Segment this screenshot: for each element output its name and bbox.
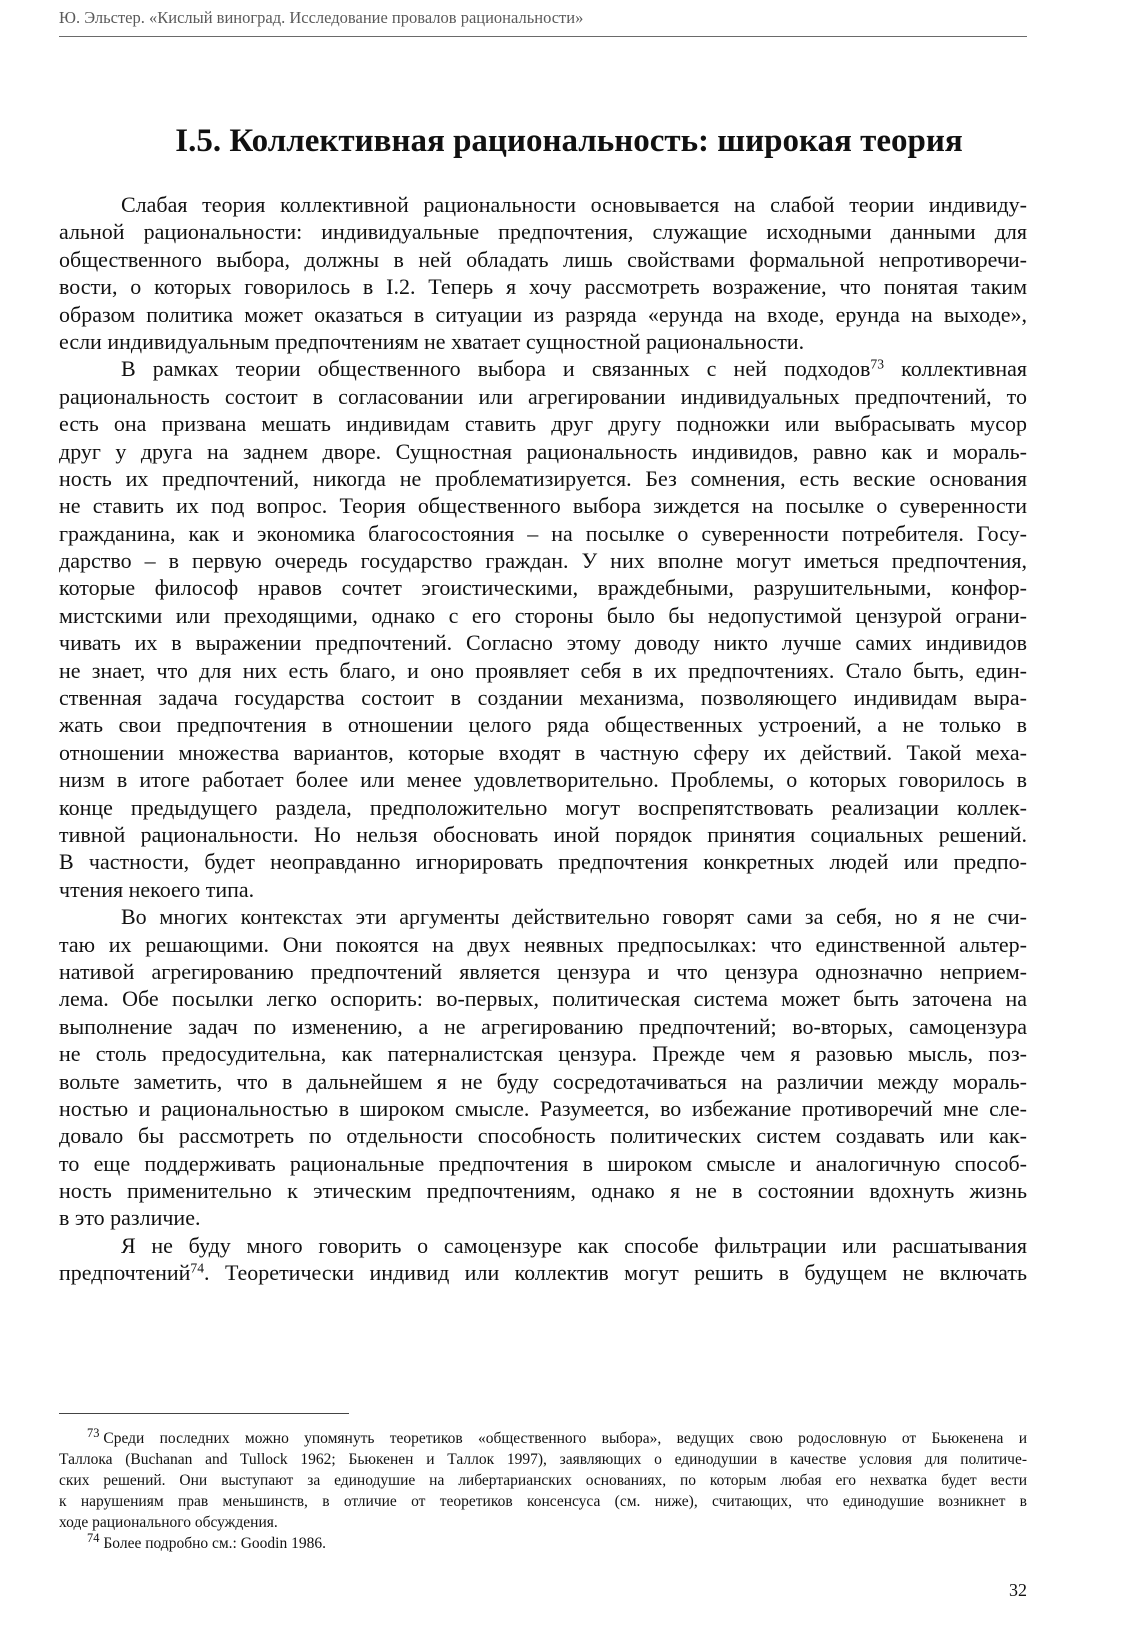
body-line-text: Теоретически индивид или коллектив могут решить в будущем не включать: [224, 1260, 1028, 1286]
body-line: есть она призвана мешать индивидам ставить друг другу подножки или выбрасывать мусор: [59, 411, 1027, 437]
body-line: жать свои предпочтения в отношении целого ряда общественных устроений, а не только в: [59, 712, 1027, 738]
body-line: довало бы рассмотреть по отдельности способность политических систем создавать или как-: [59, 1123, 1027, 1149]
running-header: Ю. Эльстер. «Кислый виноград. Исследование провалов рациональности»: [59, 8, 584, 27]
footnote-ref-73[interactable]: 73: [870, 356, 885, 372]
footnote-74-text: Более подробно см.: Goodin 1986.: [103, 1535, 326, 1552]
footnote-73-line: Таллока (Buchanan and Tullock 1962; Бьюкенен и Таллок 1997), заявляющих о единодушии в качестве условия для политиче-: [59, 1451, 1027, 1468]
footnote-73-text: Среди последних можно упомянуть теоретиков «общественного выбора», ведущих свою родословную от Бьюкенена и: [103, 1430, 1027, 1447]
section-title: I.5. Коллективная рациональность: широкая теория: [175, 123, 963, 159]
body-line: Во многих контекстах эти аргументы действительно говорят сами за себя, но я не счи-: [121, 904, 1027, 930]
body-line: вольте заметить, что в дальнейшем я не буду сосредотачиваться на различии между мораль-: [59, 1068, 1027, 1094]
footnotes: [59, 1428, 1027, 1554]
header-rule: [59, 36, 1027, 37]
footnote-74-line: [59, 1533, 1027, 1554]
body-line: лема. Обе посылки легко оспорить: во-первых, политическая система может быть заточена на: [59, 986, 1027, 1012]
body-text: [59, 191, 1027, 1287]
footnote-73-line: к нарушениям прав меньшинств, в отличие от теоретиков консенсуса (см. ниже), считающих, что единодушие возникнет в: [59, 1493, 1027, 1510]
footnote-74-number: 74: [87, 1531, 100, 1546]
body-line: которые философ нравов сочтет эгоистическими, враждебными, разрушительными, конфор-: [59, 575, 1027, 601]
footnote-73-number: 73: [87, 1426, 100, 1441]
body-line: ностью и рациональностью в широком смысле. Разумеется, во избежание противоречий мне сле-: [59, 1095, 1027, 1121]
body-line: [59, 355, 1027, 382]
body-line: не знает, что для них есть благо, и оно проявляет себя в их предпочтениях. Стало быть, един-: [59, 657, 1027, 683]
body-line: друг у друга на заднем дворе. Сущностная рациональность индивидов, равно как и мораль-: [59, 438, 1027, 464]
body-line: вости, о которых говорилось в I.2. Теперь я хочу рассмотреть возражение, что понятая таким: [59, 274, 1027, 300]
body-line: отношении множества вариантов, которые входят в частную сферу их действий. Такой меха-: [59, 739, 1027, 765]
body-line: чивать их в выражении предпочтений. Согласно этому доводу никто лучше самих индивидов: [59, 630, 1027, 656]
body-line: рациональность состоит в согласовании или агрегировании индивидуальных предпочтений, то: [59, 383, 1027, 409]
footnote-73-line: [59, 1428, 1027, 1449]
body-line: Слабая теория коллективной рациональности основывается на слабой теории индивиду-: [121, 192, 1027, 217]
body-line-text: В рамках теории общественного выбора и связанных с ней подходов: [121, 356, 871, 382]
body-line: гражданина, как и экономика благосостояния – на посылке о суверенности потребителя. Госу-: [59, 520, 1027, 546]
body-line: чтения некоего типа.: [59, 876, 255, 902]
body-line: ность их предпочтений, никогда не проблематизируется. Без сомнения, есть веские основания: [59, 465, 1027, 491]
body-line: дарство – в первую очередь государство граждан. У них вполне могут иметься предпочтения,: [59, 548, 1027, 574]
body-line: альной рациональности: индивидуальные предпочтения, служащие исходными данными для: [59, 219, 1027, 245]
footnote-ref-74[interactable]: 74: [190, 1260, 205, 1276]
body-line: мистскими или преходящими, однако с его стороны было бы недопустимой цензурой ограни-: [59, 602, 1027, 628]
body-line: низм в итоге работает более или менее удовлетворительно. Проблемы, о которых говорилось в: [59, 767, 1027, 793]
footnote-73-line: ских решений. Они выступают за единодушие на либертарианских основаниях, по которым любая его нехватка будет вести: [59, 1472, 1027, 1489]
body-line-text: .: [204, 1260, 210, 1286]
body-line: в это различие.: [59, 1205, 201, 1231]
body-line: [59, 1259, 1027, 1286]
body-line: ность применительно к этическим предпочтениям, однако я не в состоянии вдохнуть жизнь: [59, 1178, 1027, 1204]
footnote-73-line: ходе рационального обсуждения.: [59, 1514, 278, 1531]
body-line: не столь предосудительна, как патерналистская цензура. Прежде чем я разовью мысль, поз-: [59, 1041, 1027, 1067]
footnote-rule: [59, 1413, 349, 1414]
body-line: если индивидуальным предпочтениям не хватает сущностной рациональности.: [59, 328, 805, 354]
body-line: тивной рациональности. Но нельзя обосновать иной порядок принятия социальных решений.: [59, 821, 1027, 847]
body-line: то еще поддерживать рациональные предпочтения в широком смысле и аналогичную способ-: [59, 1150, 1027, 1176]
body-line: выполнение задач по изменению, а не агрегированию предпочтений; во-вторых, самоцензура: [59, 1013, 1027, 1039]
body-line-text: коллективная: [901, 356, 1027, 382]
body-line: таю их решающими. Они покоятся на двух неявных предпосылках: что единственной альтер-: [59, 931, 1027, 957]
body-line: нативой агрегированию предпочтений является цензура и что цензура однозначно неприем-: [59, 958, 1027, 984]
page-number: 32: [1009, 1580, 1027, 1600]
body-line: не ставить их под вопрос. Теория общественного выбора зиждется на посылке о суверенности: [59, 493, 1027, 519]
body-line: Я не буду много говорить о самоцензуре как способе фильтрации или расшатывания: [121, 1232, 1027, 1258]
body-line: образом политика может оказаться в ситуации из разряда «ерунда на входе, ерунда на выходе»,: [59, 301, 1027, 327]
body-line: общественного выбора, должны в ней обладать лишь свойствами формальной непротиворечи-: [59, 246, 1027, 272]
body-line: ственная задача государства состоит в создании механизма, позволяющего индивидам выра-: [59, 685, 1027, 711]
body-line: В частности, будет неоправданно игнорировать предпочтения конкретных людей или предпо-: [59, 849, 1027, 875]
body-line: конце предыдущего раздела, предположительно могут воспрепятствовать реализации коллек-: [59, 794, 1027, 820]
body-line-text: предпочтений: [59, 1260, 191, 1286]
